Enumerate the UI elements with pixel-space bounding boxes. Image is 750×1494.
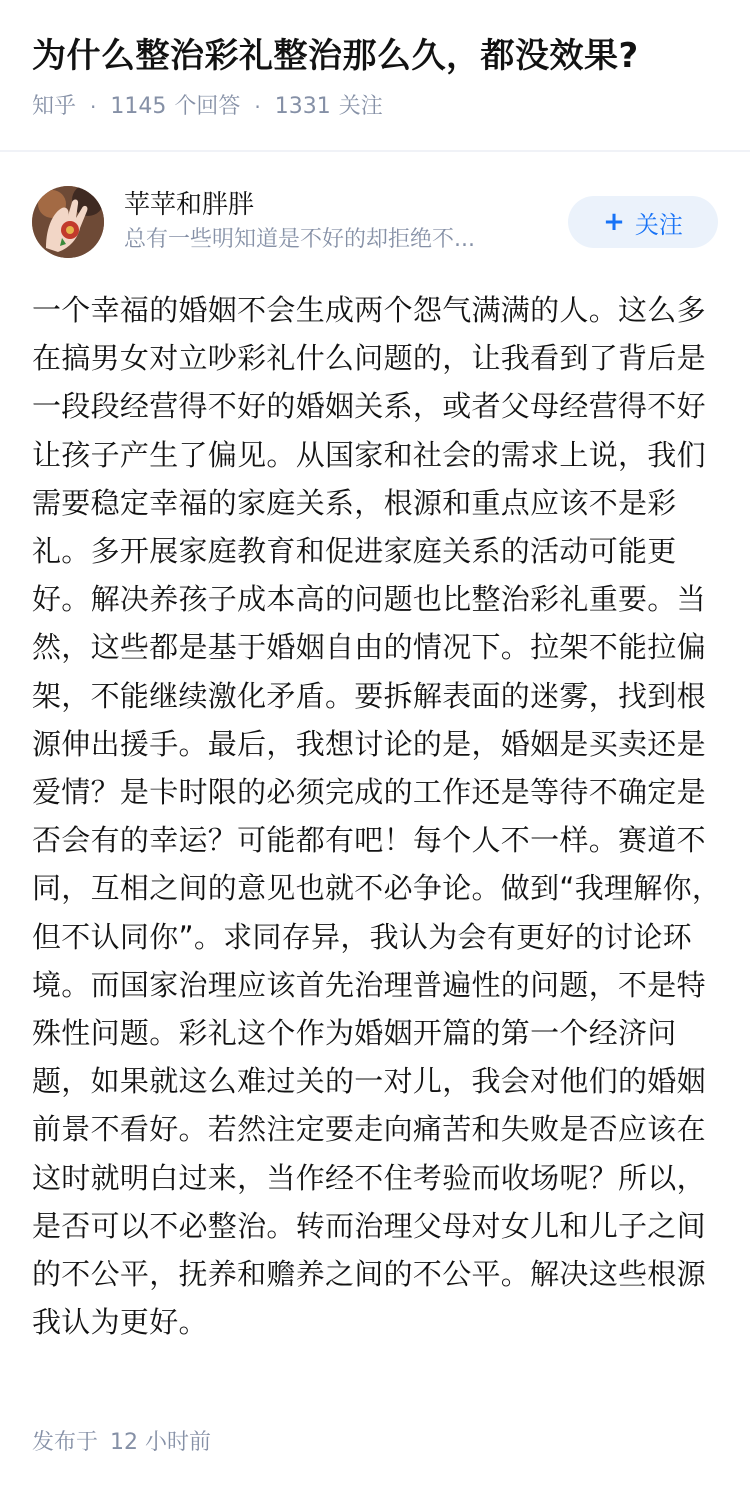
published-label: 发布于 — [32, 1430, 99, 1455]
author-bio: 总有一些明知道是不好的却拒绝不... — [124, 227, 475, 252]
followers-count-label: 关注 — [338, 94, 383, 119]
question-meta — [32, 92, 718, 122]
answer-author — [32, 184, 718, 260]
avatar-photo — [32, 186, 104, 258]
follow-button[interactable] — [568, 196, 718, 248]
source-label[interactable]: 知乎 — [32, 94, 77, 119]
author-info — [124, 188, 534, 256]
avatar[interactable] — [32, 186, 104, 258]
answers-count-value: 1145 — [110, 94, 167, 119]
meta-separator: · — [254, 95, 261, 119]
section-divider — [0, 150, 750, 152]
followers-count-value: 1331 — [274, 94, 331, 119]
meta-separator: · — [90, 95, 97, 119]
followers-count[interactable] — [275, 92, 383, 122]
answers-count-label: 个回答 — [174, 94, 241, 119]
question-header — [0, 0, 750, 120]
answer-content: 一个幸福的婚姻不会生成两个怨气满满的人。这么多在搞男女对立吵彩礼什么问题的，让我看到了背后是一段段经营得不好的婚姻关系，或者父母经营得不好让孩子产生了偏见。从国家和社会的需求上说，我们需要稳定幸福的家庭关系，根源和重点应该不是彩礼。多开展家庭教育和促进家庭关系的活动可能更好。解决养孩子成本高的问题也比整治彩礼重要。当然，这些都是基于婚姻自由的情况下。拉架不能拉偏架，不能继续激化矛盾。要拆解表面的迷雾，找到根源伸出援手。最后，我想讨论的是，婚姻是买卖还是爱情？是卡时限的必须完成的工作还是等待不确定是否会有的幸运？可能都有吧！每个人不一样。赛道不同，互相之间的意见也就不必争论。做到“我理解你，但不认同你”。求同存异，我认为会有更好的讨论环境。而国家治理应该首先治理普遍性的问题，不是特殊性问题。彩礼这个作为婚姻开篇的第一个经济问题，如果就这么难过关的一对儿，我会对他们的婚姻前景不看好。若然注定要走向痛苦和失败是否应该在这时就明白过来，当作经不住考验而收场呢？所以，是否可以不必整治。转而治理父母对女儿和儿子之间的不公平，抚养和赡养之间的不公平。解决这些根源我认为更好。 — [32, 293, 722, 1340]
author-name[interactable]: 苹苹和胖胖 — [124, 190, 255, 220]
answer-footer — [32, 1426, 211, 1460]
question-title[interactable]: 为什么整治彩礼整治那么久，都没效果? — [32, 36, 639, 76]
follow-button-label: 关注 — [634, 210, 683, 239]
answers-count[interactable] — [110, 92, 240, 122]
published-time: 12 小时前 — [110, 1430, 212, 1455]
plus-icon: + — [603, 207, 625, 237]
